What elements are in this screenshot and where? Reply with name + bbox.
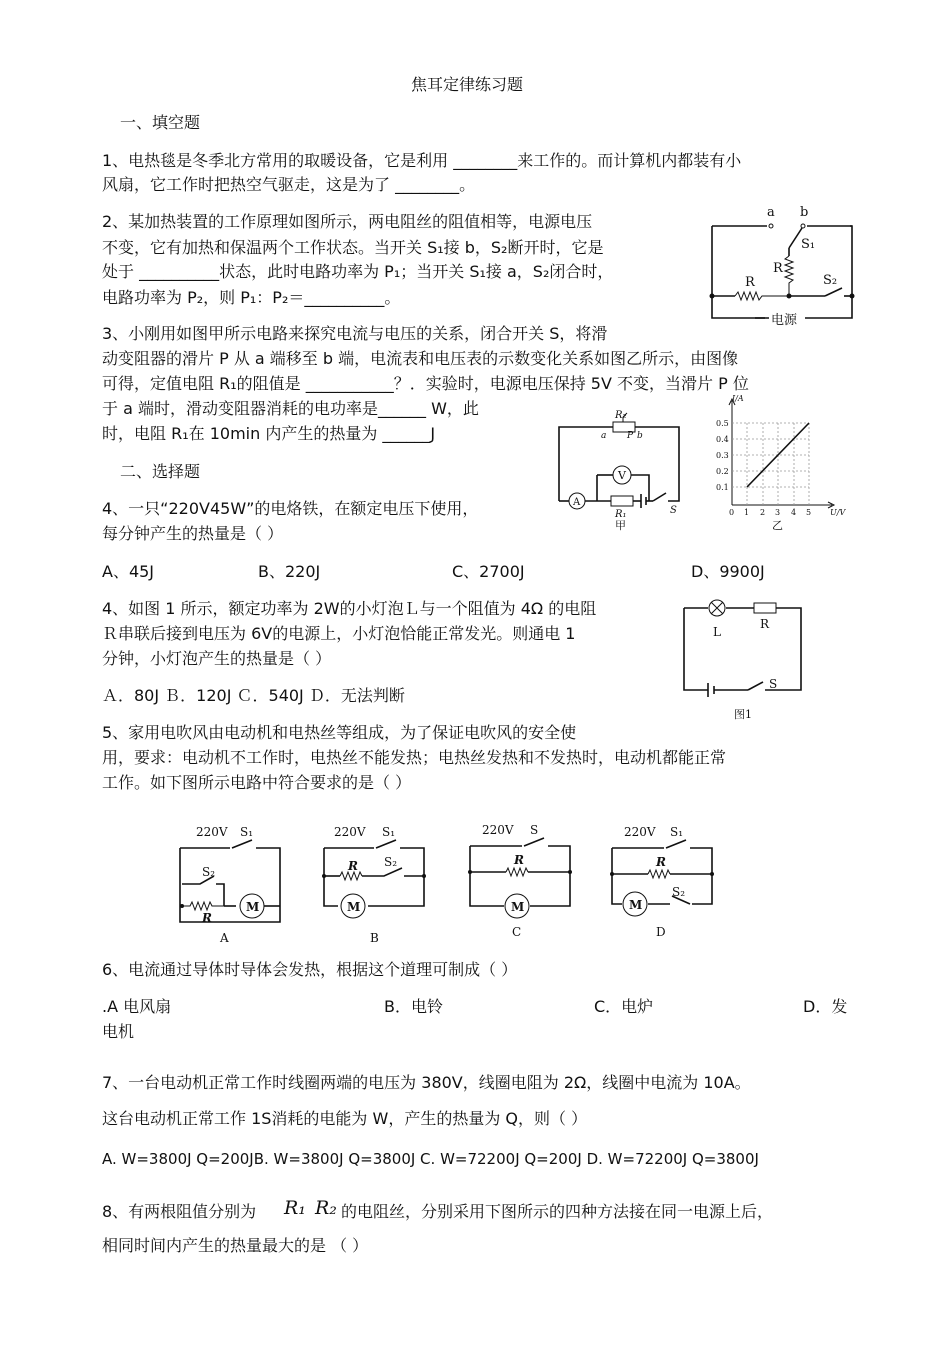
q1-line2: 风扇，它工作时把热空气驱走，这是为了 ________。 (102, 175, 476, 194)
q7-line1: 7、一台电动机正常工作时线圈两端的电压为 380V，线圈电阻为 2Ω，线圈中电流为 10A。 (102, 1073, 751, 1092)
q5-a-voltage: 220V (196, 825, 228, 839)
q8-r1: R₁ (284, 1197, 306, 1219)
q2-label-a: a (767, 205, 775, 220)
q2-label-r-left: R (745, 275, 755, 290)
q5-d-label: D (656, 925, 666, 939)
q2-line3: 处于 __________状态，此时电路功率为 P₁；当开关 S₁接 a，S₂闭合时， (102, 262, 614, 281)
q5-c-voltage: 220V (482, 823, 514, 837)
q4b-options: Ａ．80J Ｂ．120J Ｃ．540J Ｄ．无法判断 (102, 686, 405, 705)
q7-options: A. W=3800J Q=200JB. W=3800J Q=3800J C. W=72200J Q=200J D. W=72200J Q=3800J (102, 1150, 759, 1168)
q5-b-s1: S₁ (382, 825, 396, 839)
q5-circuit-d (608, 818, 728, 946)
q4b-line1: 4、如图 1 所示，额定功率为 2W的小灯泡Ｌ与一个阻值为 4Ω 的电阻 (102, 599, 597, 618)
q6-option-d-continued: 电机 (102, 1022, 135, 1041)
q3-circuit-jia (553, 405, 703, 530)
q5-b-motor: M (347, 900, 361, 914)
q5-circuit-a (176, 818, 296, 946)
q2-heater-circuit-diagram (705, 205, 855, 333)
q3-jia-b: b (637, 431, 643, 441)
q4b-label-r: R (760, 617, 770, 631)
q5-circuit-b (320, 818, 440, 946)
svg-text:3: 3 (775, 508, 781, 517)
q2-line2: 不变，它有加热和保温两个工作状态。当开关 S₁接 b，S₂断开时，它是 (102, 238, 604, 257)
svg-text:I/A: I/A (732, 394, 744, 403)
q1-line1: 1、电热毯是冬季北方常用的取暖设备，它是利用 ________来工作的。而计算机内都装有小 (102, 151, 742, 170)
q4b-line2: Ｒ串联后接到电压为 6V的电源上，小灯泡恰能正常发光。则通电 1 (102, 624, 576, 643)
q7-line2: 这台电动机正常工作 1S消耗的电能为 W，产生的热量为 Q，则（ ） (102, 1109, 588, 1128)
q6-option-b: B．电铃 (384, 997, 443, 1016)
q4a-line1: 4、一只“220V45W”的电烙铁，在额定电压下使用， (102, 499, 479, 518)
q5-line1: 5、家用电吹风由电动机和电热丝等组成，为了保证电吹风的安全使 (102, 723, 577, 742)
q8-line1-start: 8、有两根阻值分别为 (102, 1202, 257, 1221)
svg-text:0.5: 0.5 (716, 419, 729, 428)
q6-line1: 6、电流通过导体时导体会发热，根据这个道理可制成（ ） (102, 960, 518, 979)
q5-line3: 工作。如下图所示电路中符合要求的是（ ） (102, 773, 412, 792)
q5-b-voltage: 220V (334, 825, 366, 839)
q5-a-s1: S₁ (240, 825, 254, 839)
q6-option-c: C．电炉 (594, 997, 654, 1016)
svg-text:0.1: 0.1 (716, 483, 729, 492)
q5-circuit-c (466, 818, 586, 946)
q3-jia-s: S (670, 505, 677, 516)
q3-line1: 3、小刚用如图甲所示电路来探究电流与电压的关系，闭合开关 S，将滑 (102, 324, 608, 343)
q4a-option-a: A、45J (102, 562, 155, 581)
q5-c-s: S (530, 823, 539, 837)
q8-r2: R₂ (315, 1197, 337, 1219)
q5-c-r: R (514, 853, 524, 867)
section-heading-choice: 二、选择题 (120, 462, 201, 481)
q4a-option-c: C、2700J (452, 562, 525, 581)
q2-label-r-mid: R (773, 261, 783, 276)
q3-line4: 于 a 端时，滑动变阻器消耗的电功率是______ W，此 (102, 399, 479, 418)
q3-jia-a: a (601, 431, 607, 441)
q5-a-r: R (202, 911, 212, 925)
q2-label-b: b (800, 205, 809, 220)
svg-text:1: 1 (744, 508, 750, 517)
svg-text:5: 5 (806, 508, 812, 517)
q4a-option-b: B、220J (258, 562, 321, 581)
q3-jia-caption: 甲 (615, 519, 626, 532)
svg-text:0: 0 (729, 508, 735, 517)
q4b-label-s: S (769, 677, 778, 691)
q5-a-motor: M (246, 900, 260, 914)
q4a-option-d: D、9900J (691, 562, 765, 581)
q2-line1: 2、某加热装置的工作原理如图所示，两电阻丝的阻值相等，电源电压 (102, 212, 593, 231)
page-title: 焦耳定律练习题 (411, 75, 524, 94)
q5-d-r: R (656, 855, 666, 869)
q4b-figure-caption: 图1 (734, 708, 752, 721)
q5-b-label: B (370, 931, 379, 945)
q5-c-motor: M (511, 900, 525, 914)
q8-line2: 相同时间内产生的热量最大的是 （ ） (102, 1236, 369, 1255)
q4b-lamp-circuit-diagram (678, 598, 808, 723)
q5-b-s2: S₂ (384, 855, 398, 869)
q6-option-d: D．发 (803, 997, 848, 1016)
q2-label-s2: S₂ (823, 273, 838, 288)
q5-c-label: C (512, 925, 522, 939)
q3-jia-r1: R₁ (615, 509, 627, 520)
q4b-line3: 分钟，小灯泡产生的热量是（ ） (102, 649, 332, 668)
svg-text:U/V: U/V (830, 508, 846, 517)
q4b-label-l: L (713, 625, 721, 639)
q4a-line2: 每分钟产生的热量是（ ） (102, 524, 284, 543)
q3-graph-yi (712, 395, 852, 535)
q5-line2: 用，要求：电动机不工作时，电热丝不能发热；电热丝发热和不发热时，电动机都能正常 (102, 748, 727, 767)
q5-d-motor: M (629, 898, 643, 912)
section-heading-fill-in: 一、填空题 (120, 113, 201, 132)
q5-a-s2: S₂ (202, 865, 216, 879)
q3-line5: 时，电阻 R₁在 10min 内产生的热量为 ______J (102, 424, 436, 443)
q5-a-label: A (220, 931, 229, 945)
svg-text:2: 2 (760, 508, 766, 517)
q5-b-r: R (348, 859, 358, 873)
q2-label-s1: S₁ (801, 237, 816, 252)
svg-text:0.4: 0.4 (716, 435, 729, 444)
q3-line3: 可得，定值电阻 R₁的阻值是 ___________？．实验时，电源电压保持 5V 不变，当滑片 P 位 (102, 374, 749, 393)
q5-d-voltage: 220V (624, 825, 656, 839)
q2-line4: 电路功率为 P₂，则 P₁：P₂＝__________。 (102, 288, 401, 307)
q3-jia-p: P (627, 431, 634, 441)
q5-d-s1: S₁ (670, 825, 684, 839)
q3-yi-caption: 乙 (772, 519, 783, 532)
q6-option-a: .A 电风扇 (102, 997, 172, 1016)
q3-line2: 动变阻器的滑片 P 从 a 端移至 b 端，电流表和电压表的示数变化关系如图乙所示，由图像 (102, 349, 739, 368)
svg-text:0.3: 0.3 (716, 451, 729, 460)
q3-jia-ammeter: A (573, 497, 581, 508)
q3-jia-r2: R₂ (615, 410, 627, 421)
q5-d-s2: S₂ (672, 885, 686, 899)
svg-text:4: 4 (791, 508, 797, 517)
q3-jia-voltmeter: V (618, 469, 626, 482)
q2-label-power: 电源 (771, 313, 798, 328)
q8-line1-end: 的电阻丝，分别采用下图所示的四种方法接在同一电源上后， (341, 1202, 774, 1221)
svg-text:0.2: 0.2 (716, 467, 729, 476)
